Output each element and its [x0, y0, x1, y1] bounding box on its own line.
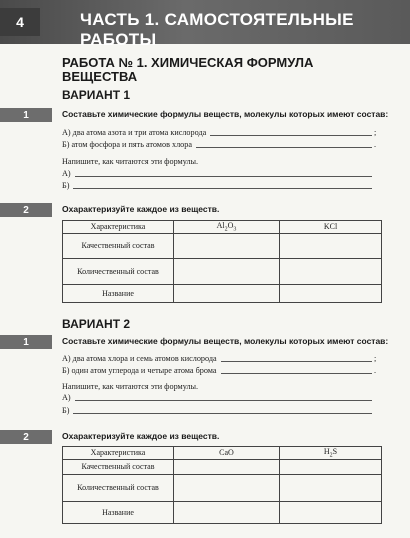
item-end-punct: ; [374, 354, 377, 363]
table-row [63, 474, 382, 501]
task-number: 1 [23, 109, 29, 121]
row-label: Количественный состав [63, 258, 174, 284]
answer-label: Б) [62, 406, 70, 415]
item-label: А) два атома хлора и семь атомов кислорода [62, 354, 217, 363]
variant-1-title: ВАРИАНТ 1 [62, 88, 131, 102]
answer-label: А) [62, 169, 71, 178]
v1-answer-line-a[interactable] [62, 128, 380, 138]
column-header-h2s: $H_2S$ [280, 447, 382, 460]
answer-label: Б) [62, 181, 70, 190]
v1-reading-line-a[interactable] [62, 169, 380, 179]
item-label: А) два атома азота и три атома кислорода [62, 128, 207, 137]
v1-task-1-header [0, 108, 410, 122]
table-row [63, 459, 382, 474]
v2-characteristics-table [62, 446, 382, 524]
row-label: Качественный состав [63, 459, 174, 474]
answer-blank[interactable] [75, 399, 372, 401]
answer-blank[interactable] [196, 146, 372, 148]
v2-answer-line-b[interactable] [62, 366, 380, 376]
table-row [63, 258, 382, 284]
v2-task-2-header [0, 430, 410, 444]
answer-blank[interactable] [73, 412, 372, 414]
column-header: Характеристика [63, 447, 174, 460]
v1-answer-line-b[interactable] [62, 140, 380, 150]
row-label: Название [63, 284, 174, 302]
answer-cell[interactable] [174, 258, 280, 284]
answer-cell[interactable] [280, 233, 382, 258]
item-end-punct: . [374, 366, 377, 375]
v1-reading-line-b[interactable] [62, 181, 380, 191]
answer-blank[interactable] [73, 187, 372, 189]
task-text: Охарактеризуйте каждое из веществ. [62, 431, 220, 441]
task-text: Составьте химические формулы веществ, молекулы которых имеют состав: [62, 336, 389, 346]
answer-cell[interactable] [280, 459, 382, 474]
task-text: Охарактеризуйте каждое из веществ. [62, 204, 220, 214]
answer-blank[interactable] [210, 134, 372, 136]
v2-answer-line-a[interactable] [62, 354, 380, 364]
item-end-punct: ; [374, 128, 377, 137]
answer-blank[interactable] [221, 372, 372, 374]
item-label: Б) один атом углерода и четыре атома брома [62, 366, 217, 375]
v1-question: Напишите, как читаются эти формулы. [62, 157, 199, 166]
row-label: Качественный состав [63, 233, 174, 258]
task-number: 1 [23, 336, 29, 348]
column-header-al2o3: $Al_2O_3$ [174, 221, 280, 234]
row-label: Название [63, 501, 174, 523]
table-header-row [63, 447, 382, 460]
table-row [63, 233, 382, 258]
answer-cell[interactable] [174, 474, 280, 501]
table-row [63, 284, 382, 302]
answer-blank[interactable] [221, 360, 372, 362]
item-end-punct: . [374, 140, 377, 149]
answer-cell[interactable] [280, 474, 382, 501]
work-title: РАБОТА № 1. ХИМИЧЕСКАЯ ФОРМУЛА ВЕЩЕСТВА [62, 55, 314, 84]
v2-task-1-header [0, 335, 410, 349]
table-header-row [63, 221, 382, 234]
answer-cell[interactable] [174, 284, 280, 302]
column-header: Характеристика [63, 221, 174, 234]
answer-cell[interactable] [174, 459, 280, 474]
row-label: Количественный состав [63, 474, 174, 501]
v1-characteristics-table [62, 220, 382, 303]
task-text: Составьте химические формулы веществ, молекулы которых имеют состав: [62, 109, 389, 119]
table-row [63, 501, 382, 523]
answer-cell[interactable] [280, 284, 382, 302]
v2-reading-line-a[interactable] [62, 393, 380, 403]
variant-2-title: ВАРИАНТ 2 [62, 317, 131, 331]
item-label: Б) атом фосфора и пять атомов хлора [62, 140, 192, 149]
v2-question: Напишите, как читаются эти формулы. [62, 382, 199, 391]
v2-reading-line-b[interactable] [62, 406, 380, 416]
column-header: KCl [280, 221, 382, 234]
task-number: 2 [23, 204, 29, 216]
v1-task-2-header [0, 203, 410, 217]
page-header-bar [0, 0, 410, 49]
section-title: ЧАСТЬ 1. САМОСТОЯТЕЛЬНЫЕ РАБОТЫ [80, 10, 354, 49]
page-number: 4 [0, 8, 40, 36]
column-header: CaO [174, 447, 280, 460]
answer-cell[interactable] [280, 501, 382, 523]
answer-cell[interactable] [174, 501, 280, 523]
answer-blank[interactable] [75, 175, 372, 177]
task-number: 2 [23, 431, 29, 443]
answer-cell[interactable] [174, 233, 280, 258]
answer-label: А) [62, 393, 71, 402]
answer-cell[interactable] [280, 258, 382, 284]
